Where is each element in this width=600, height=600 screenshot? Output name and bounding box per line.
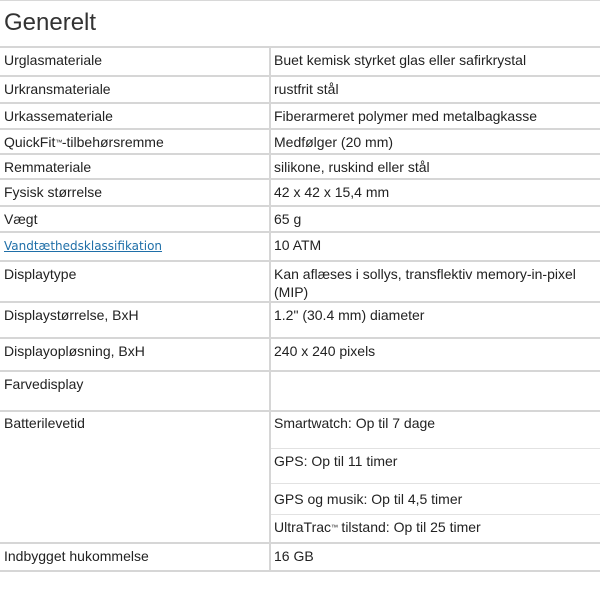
spec-label: Urglasmateriale xyxy=(0,47,270,76)
spec-label: Remmateriale xyxy=(0,154,270,179)
water-rating-link[interactable]: Vandtæthedsklassifikation xyxy=(4,239,163,253)
table-row xyxy=(0,103,600,129)
spec-label: Displaytype xyxy=(0,261,270,302)
table-row xyxy=(0,302,600,338)
spec-value: Buet kemisk styrket glas eller safirkrystal xyxy=(270,47,600,76)
spec-value: 10 ATM xyxy=(270,232,600,261)
spec-label: Urkransmateriale xyxy=(0,76,270,103)
section-title: Generelt xyxy=(4,9,97,36)
table-row xyxy=(0,47,600,76)
table-row xyxy=(0,543,600,571)
spec-value: 240 x 240 pixels xyxy=(270,338,600,371)
table-row xyxy=(0,154,600,179)
table-row xyxy=(0,371,600,411)
table-row xyxy=(0,179,600,206)
spec-label: Batterilevetid xyxy=(0,411,270,543)
top-divider xyxy=(0,0,600,1)
spec-value: silikone, ruskind eller stål xyxy=(270,154,600,179)
battery-mode: GPS: Op til 11 timer xyxy=(271,448,600,483)
table-row xyxy=(0,261,600,302)
battery-mode: Smartwatch: Op til 7 dage xyxy=(274,415,436,431)
battery-mode: GPS og musik: Op til 4,5 timer xyxy=(271,483,600,514)
spec-label: QuickFit™-tilbehørsremme xyxy=(0,129,270,154)
spec-value xyxy=(270,411,600,543)
spec-label: Displayopløsning, BxH xyxy=(0,338,270,371)
spec-label: Fysisk størrelse xyxy=(0,179,270,206)
spec-value: 42 x 42 x 15,4 mm xyxy=(270,179,600,206)
trademark-mark: ™ xyxy=(331,524,338,532)
spec-value: 65 g xyxy=(270,206,600,232)
table-row xyxy=(0,76,600,103)
table-row xyxy=(0,206,600,232)
spec-value xyxy=(270,371,600,411)
table-row xyxy=(0,411,600,543)
spec-label: Displaystørrelse, BxH xyxy=(0,302,270,338)
spec-label: Vægt xyxy=(0,206,270,232)
table-row xyxy=(0,338,600,371)
trademark-mark: ™ xyxy=(55,139,62,147)
spec-value: Kan aflæses i sollys, transflektiv memory-in-pixel (MIP) xyxy=(270,261,600,302)
spec-label: Urkassemateriale xyxy=(0,103,270,129)
spec-value: 1.2" (30.4 mm) diameter xyxy=(270,302,600,338)
spec-value: Fiberarmeret polymer med metalbagkasse xyxy=(270,103,600,129)
spec-label: Indbygget hukommelse xyxy=(0,543,270,571)
spec-value: rustfrit stål xyxy=(270,76,600,103)
specs-table xyxy=(0,46,600,572)
battery-mode: UltraTrac™ tilstand: Op til 25 timer xyxy=(271,514,600,542)
spec-value: 16 GB xyxy=(270,543,600,571)
table-row xyxy=(0,129,600,154)
spec-label: Farvedisplay xyxy=(0,371,270,411)
table-row xyxy=(0,232,600,261)
spec-label xyxy=(0,232,270,261)
spec-value: Medfølger (20 mm) xyxy=(270,129,600,154)
